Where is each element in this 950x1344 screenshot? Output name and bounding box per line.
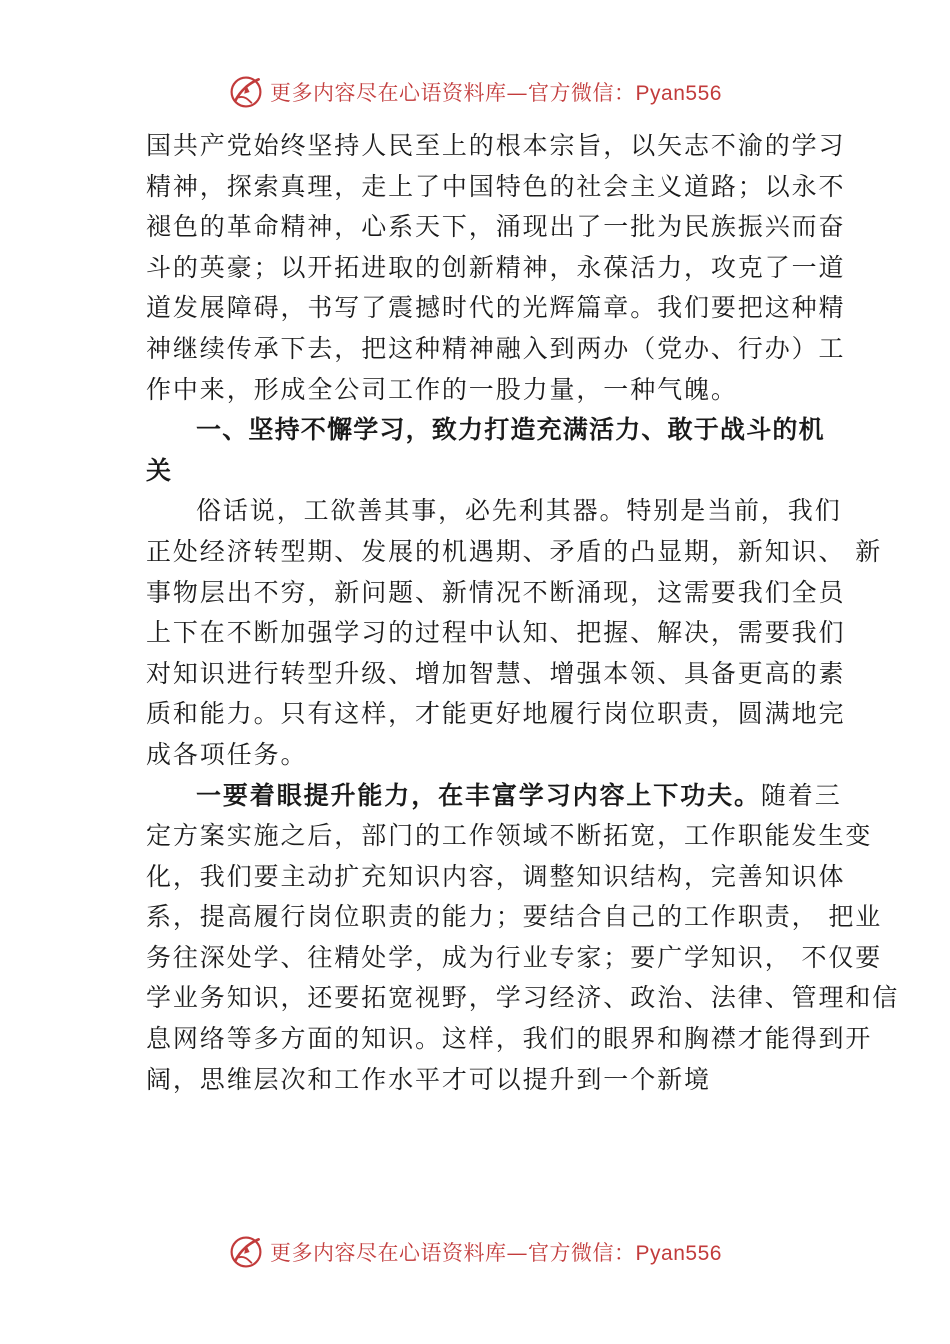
document-body: [146, 126, 900, 1100]
banner-wechat-id: Pyan556: [635, 1242, 722, 1265]
footer-watermark-banner: [0, 1230, 950, 1274]
text-line: 务往深处学、往精处学，成为行业专家；要广学知识， 不仅要: [146, 942, 883, 972]
text-line: 正处经济转型期、发展的机遇期、矛盾的凸显期，新知识、 新: [146, 536, 883, 566]
text-line: [146, 776, 842, 817]
header-watermark-banner: [0, 70, 950, 114]
text-line: 系，提高履行岗位职责的能力；要结合自己的工作职责， 把业: [146, 902, 883, 932]
text-line: 对知识进行转型升级、增加智慧、增强本领、具备更高的素: [146, 658, 846, 688]
section-heading: 一、坚持不懈学习，致力打造充满活力、敢于战斗的机: [196, 415, 825, 445]
text-line: 国共产党始终坚持人民至上的根本宗旨，以矢志不渝的学习: [146, 131, 846, 160]
text-line: 俗话说，工欲善其事，必先利其器。特别是当前，我们: [196, 496, 842, 526]
text-line: 定方案实施之后，部门的工作领域不断拓宽，工作职能发生变: [146, 821, 873, 851]
banner-suffix: 官方微信：: [528, 1241, 636, 1265]
text-line: 精神，探索真理，走上了中国特色的社会主义道路；以永不: [146, 171, 846, 201]
text-line: 化，我们要主动扩充知识内容，调整知识结构，完善知识体: [146, 861, 846, 891]
text-line: 上下在不断加强学习的过程中认知、把握、解决，需要我们: [146, 618, 846, 648]
text-line: 息网络等多方面的知识。这样，我们的眼界和胸襟才能得到开: [146, 1024, 873, 1054]
brand-logo-icon: [228, 74, 264, 110]
section-heading-continued: 关: [146, 455, 173, 485]
text-line: 道发展障碍，书写了震撼时代的光辉篇章。我们要把这种精: [146, 293, 846, 323]
text-line: 作中来，形成全公司工作的一股力量，一种气魄。: [146, 374, 738, 404]
text-line: 斗的英豪；以开拓进取的创新精神，永葆活力，攻克了一道: [146, 252, 846, 282]
text-line: 阔，思维层次和工作水平才可以提升到一个新境: [146, 1064, 711, 1094]
banner-text: [270, 77, 722, 107]
banner-title: 更多内容尽在心语资料库: [270, 81, 507, 105]
text-line: 褪色的革命精神，心系天下，涌现出了一批为民族振兴而奋: [146, 212, 846, 242]
banner-title: 更多内容尽在心语资料库: [270, 1241, 507, 1265]
banner-wechat-id: Pyan556: [635, 82, 722, 105]
banner-separator: —: [506, 1241, 529, 1265]
text-line: 质和能力。只有这样，才能更好地履行岗位职责，圆满地完: [146, 699, 846, 729]
bold-lead-sentence: 一要着眼提升能力，在丰富学习内容上下功夫。: [196, 780, 761, 810]
text-line: 成各项任务。: [146, 739, 308, 769]
text-line: 神继续传承下去，把这种精神融入到两办（党办、行办）工: [146, 333, 846, 363]
banner-suffix: 官方微信：: [528, 81, 636, 105]
text-line: 事物层出不穷，新问题、新情况不断涌现，这需要我们全员: [146, 577, 846, 607]
brand-logo-icon: [228, 1234, 264, 1270]
text-line: 学业务知识，还要拓宽视野，学习经济、政治、法律、管理和信: [146, 983, 900, 1013]
banner-separator: —: [506, 81, 529, 105]
lead-continuation: 随着三: [760, 780, 842, 810]
banner-text: [270, 1237, 722, 1267]
